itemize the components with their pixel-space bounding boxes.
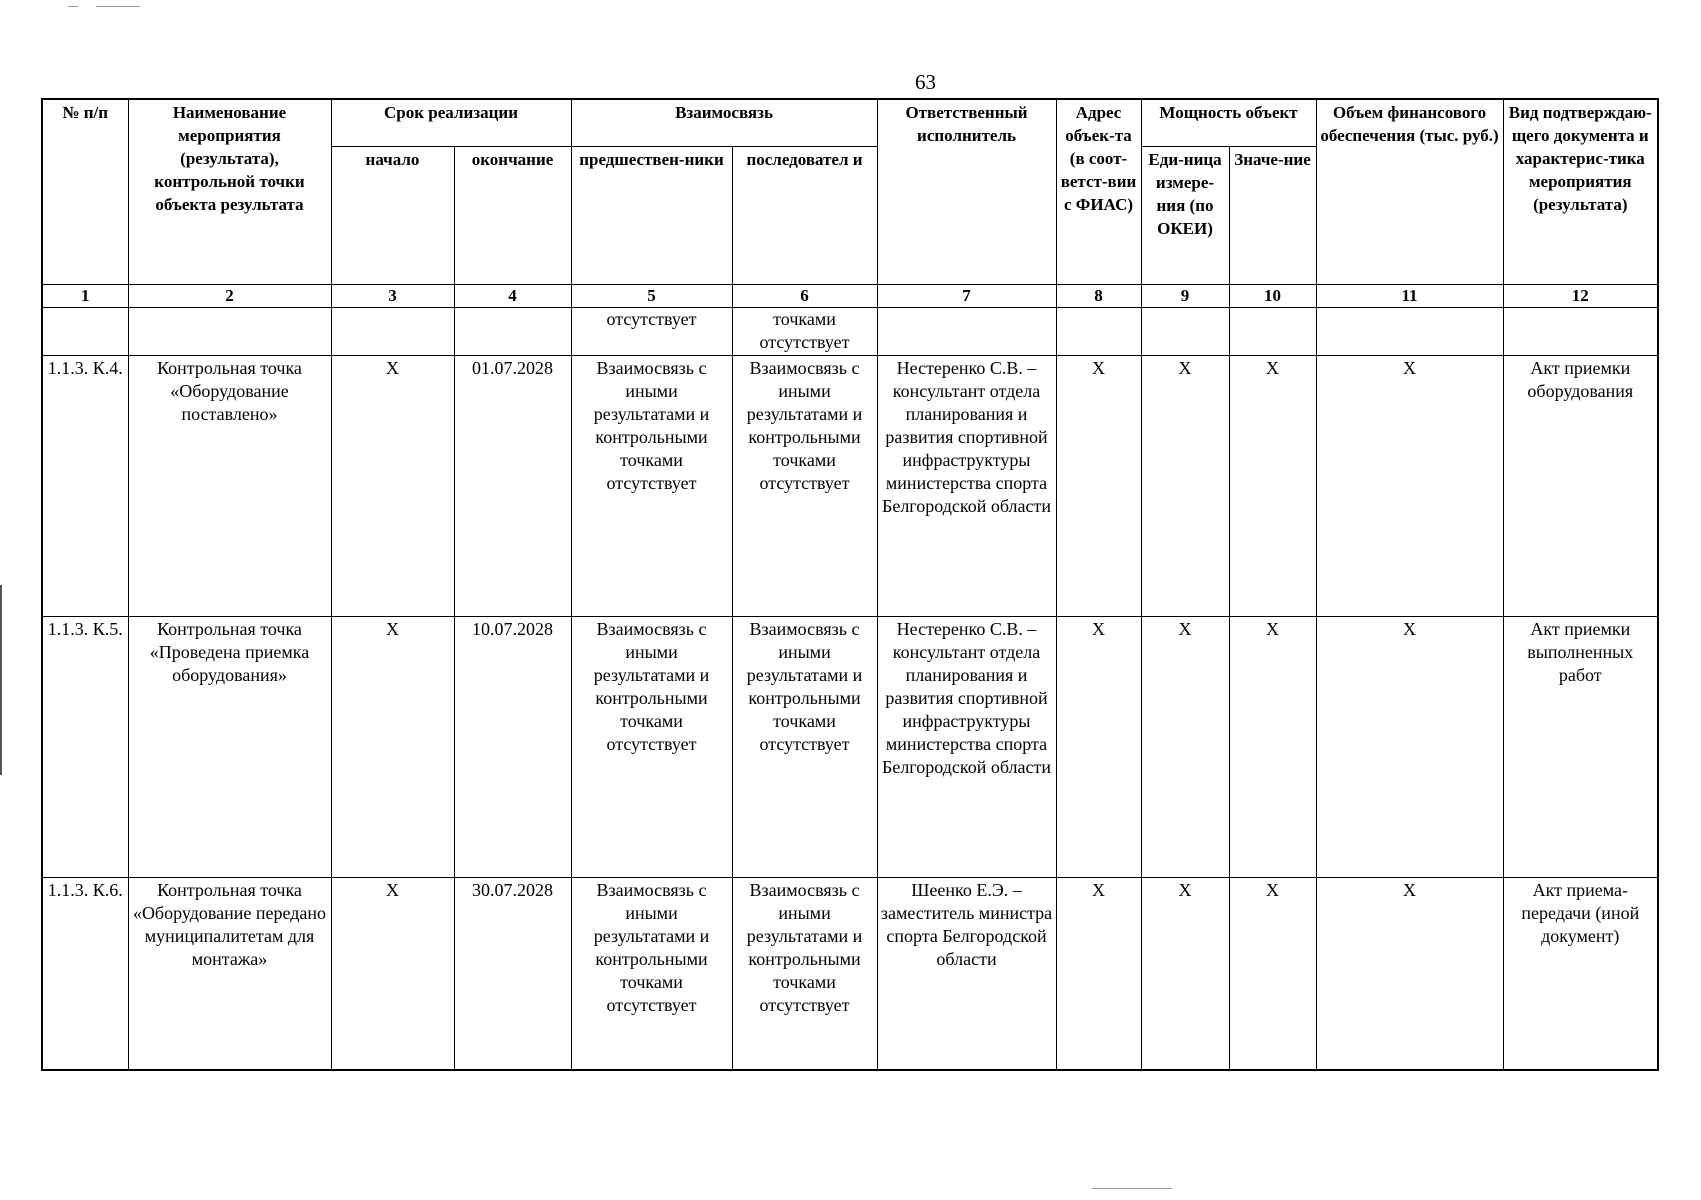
table-cell: [454, 308, 571, 356]
column-number-row: [42, 285, 1658, 308]
header-relation: Взаимосвязь: [571, 99, 877, 147]
header-responsible: Ответственный исполнитель: [877, 99, 1056, 285]
column-number: 3: [331, 285, 454, 308]
table-cell: [128, 308, 331, 356]
header-name: Наименование мероприятия (результата), контрольной точки объекта результата: [128, 99, 331, 285]
column-number: 1: [42, 285, 128, 308]
row-predecessors: Взаимосвязь с иными результатами и контрольными точками отсутствует: [571, 878, 732, 1071]
row-unit: X: [1141, 356, 1229, 617]
header-num: № п/п: [42, 99, 128, 285]
row-address: X: [1056, 356, 1141, 617]
column-number: 7: [877, 285, 1056, 308]
row-value: X: [1229, 617, 1316, 878]
column-number: 8: [1056, 285, 1141, 308]
scan-artifact: [68, 6, 78, 7]
table-cell: [331, 308, 454, 356]
row-document: Акт приемки оборудования: [1503, 356, 1658, 617]
row-start: X: [331, 617, 454, 878]
row-address: X: [1056, 878, 1141, 1071]
continuation-successors: точками отсутствует: [732, 308, 877, 356]
scan-edge: [0, 585, 2, 775]
row-responsible: Нестеренко С.В. – консультант отдела планирования и развития спортивной инфраструктуры министерства спорта Белгородской области: [877, 617, 1056, 878]
scan-artifact: [96, 6, 140, 7]
table-cell: [877, 308, 1056, 356]
row-start: X: [331, 878, 454, 1071]
column-number: 11: [1316, 285, 1503, 308]
header-period: Срок реализации: [331, 99, 571, 147]
header-start: начало: [331, 147, 454, 285]
column-number: 2: [128, 285, 331, 308]
table-cell: [1141, 308, 1229, 356]
row-successors: Взаимосвязь с иными результатами и контрольными точками отсутствует: [732, 878, 877, 1071]
header-capacity: Мощность объект: [1141, 99, 1316, 147]
row-responsible: Шеенко Е.Э. – заместитель министра спорта Белгородской области: [877, 878, 1056, 1071]
row-number: 1.1.3. К.6.: [42, 878, 128, 1071]
header-predecessors: предшествен-ники: [571, 147, 732, 285]
row-number: 1.1.3. К.5.: [42, 617, 128, 878]
column-number: 12: [1503, 285, 1658, 308]
header-unit: Еди-ница измере-ния (по ОКЕИ): [1141, 147, 1229, 285]
column-number: 4: [454, 285, 571, 308]
row-end: 10.07.2028: [454, 617, 571, 878]
row-address: X: [1056, 617, 1141, 878]
row-value: X: [1229, 356, 1316, 617]
column-number: 5: [571, 285, 732, 308]
header-document: Вид подтверждаю-щего документа и характерис-тика мероприятия (результата): [1503, 99, 1658, 285]
header-row: [42, 99, 1658, 147]
row-successors: Взаимосвязь с иными результатами и контрольными точками отсутствует: [732, 356, 877, 617]
table-row: [42, 356, 1658, 617]
header-funding: Объем финансового обеспечения (тыс. руб.): [1316, 99, 1503, 285]
row-value: X: [1229, 878, 1316, 1071]
column-number: 10: [1229, 285, 1316, 308]
header-successors: последовател и: [732, 147, 877, 285]
row-start: X: [331, 356, 454, 617]
row-unit: X: [1141, 878, 1229, 1071]
row-end: 01.07.2028: [454, 356, 571, 617]
row-funding: X: [1316, 356, 1503, 617]
row-name: Контрольная точка «Оборудование поставлено»: [128, 356, 331, 617]
page-number: 63: [915, 70, 936, 94]
row-predecessors: Взаимосвязь с иными результатами и контрольными точками отсутствует: [571, 617, 732, 878]
row-end: 30.07.2028: [454, 878, 571, 1071]
continuation-predecessors: отсутствует: [571, 308, 732, 356]
row-predecessors: Взаимосвязь с иными результатами и контрольными точками отсутствует: [571, 356, 732, 617]
header-value: Значе-ние: [1229, 147, 1316, 285]
table-cell: [1229, 308, 1316, 356]
row-name: Контрольная точка «Проведена приемка оборудования»: [128, 617, 331, 878]
column-number: 9: [1141, 285, 1229, 308]
table-cell: [1056, 308, 1141, 356]
row-number: 1.1.3. К.4.: [42, 356, 128, 617]
row-successors: Взаимосвязь с иными результатами и контрольными точками отсутствует: [732, 617, 877, 878]
header-address: Адрес объек-та (в соот-ветст-вии с ФИАС): [1056, 99, 1141, 285]
table-cell: [1503, 308, 1658, 356]
scan-artifact: [1092, 1188, 1172, 1189]
continuation-row: [42, 308, 1658, 356]
row-unit: X: [1141, 617, 1229, 878]
column-number: 6: [732, 285, 877, 308]
row-funding: X: [1316, 617, 1503, 878]
row-name: Контрольная точка «Оборудование передано муниципалитетам для монтажа»: [128, 878, 331, 1071]
plan-table: [41, 98, 1659, 1071]
row-document: Акт приемки выполненных работ: [1503, 617, 1658, 878]
table-row: [42, 617, 1658, 878]
row-document: Акт приема-передачи (иной документ): [1503, 878, 1658, 1071]
header-end: окончание: [454, 147, 571, 285]
row-responsible: Нестеренко С.В. – консультант отдела планирования и развития спортивной инфраструктуры министерства спорта Белгородской области: [877, 356, 1056, 617]
row-funding: X: [1316, 878, 1503, 1071]
table-cell: [1316, 308, 1503, 356]
table-row: [42, 878, 1658, 1071]
table-cell: [42, 308, 128, 356]
